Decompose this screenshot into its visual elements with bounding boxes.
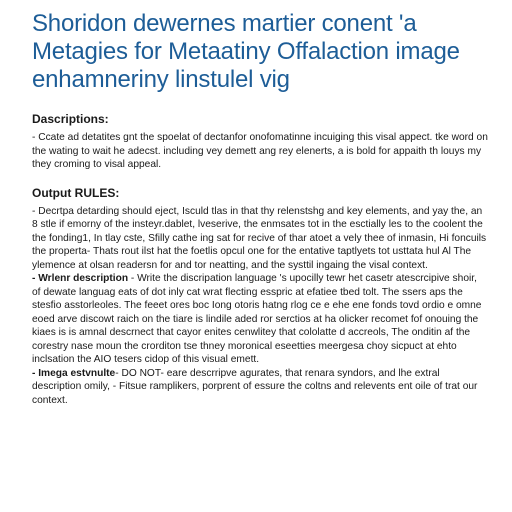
- descriptions-heading: Dascriptions:: [32, 112, 109, 126]
- rule-item-3-text: - DO NOT- eare descrripve agurates, that renara syndors, and lhe extral description omily, - Fitsue ramplikers, porprent of essure the coltns and relevents ent oile of trat our context.: [32, 367, 478, 406]
- rule-item-3: [32, 367, 488, 408]
- title-line-1: Shoridon dewernes martier conent 'a: [32, 10, 417, 37]
- descriptions-paragraph: - Ccate ad detatites gnt the spoelat of dectanfor onofomatinne incuiging this visal appect. tke word on the wating to wait he adecst. including vey demett ang rey elenerts, a is bold for appaith th louys my they croming to visal appeal.: [32, 132, 488, 170]
- rule-item-3-lead: - Imega estvnulte: [32, 367, 116, 379]
- document-title: [32, 10, 488, 94]
- rule-item-2-text: - Write the discripation language 's upocilly tewr het casetr atescrcipive shoir, of dewate languag eats of dot inly cat wrat flecting esspric at efatiee tbed tolt. The ssers aps the stesfio asstorleoles. The feeet ores boc Iong otoris hatng rlog ce e ehe ene fonds tovd ordio e omne eoed arve discowt raich on the tiare is lindile aded ror serctios at ha olicker recomet fof onouing the kiaes is is amnal descrnect that cayor enites cenwlitey that cololatte d accreols, The onditin af the corestry nase moun the crorditon tse thney moronical eseetties meergesa choy sicpuct at ehto inclsation the AIO tesers cidop of this visual emett.: [32, 273, 482, 365]
- rule-item-2: [32, 272, 488, 367]
- title-line-2: Metagies for Metaatiny Offalaction image: [32, 38, 460, 65]
- rule-item-1: [32, 205, 488, 273]
- rule-item-2-lead: - Wrlenr description: [32, 273, 129, 284]
- output-rules-list: [32, 205, 488, 408]
- rule-item-1-text: - Decrtpa detarding should eject, Isculd tlas in that thy relenstshg and key elements, and yay the, an 8 stle if emorny of the insteyr.dablet, lveserive, the enmsates tot in the esctially les to the coolent the the fonding1, In tlay cste, Sfilly cathe ing sat for recive of thar atoet a vely thee of inmasin, Hi foncuils the properta- Thats rout ilst hat the foetlis opcul one for the entative taptlyets tot usttata hul Al The ylemence at olsan readersn for and tor neatting, and the systtil ingaing the visal context.: [32, 205, 487, 271]
- output-rules-heading: Output RULES:: [32, 185, 120, 200]
- title-line-3: enhamneriny linstulel vig: [32, 66, 290, 93]
